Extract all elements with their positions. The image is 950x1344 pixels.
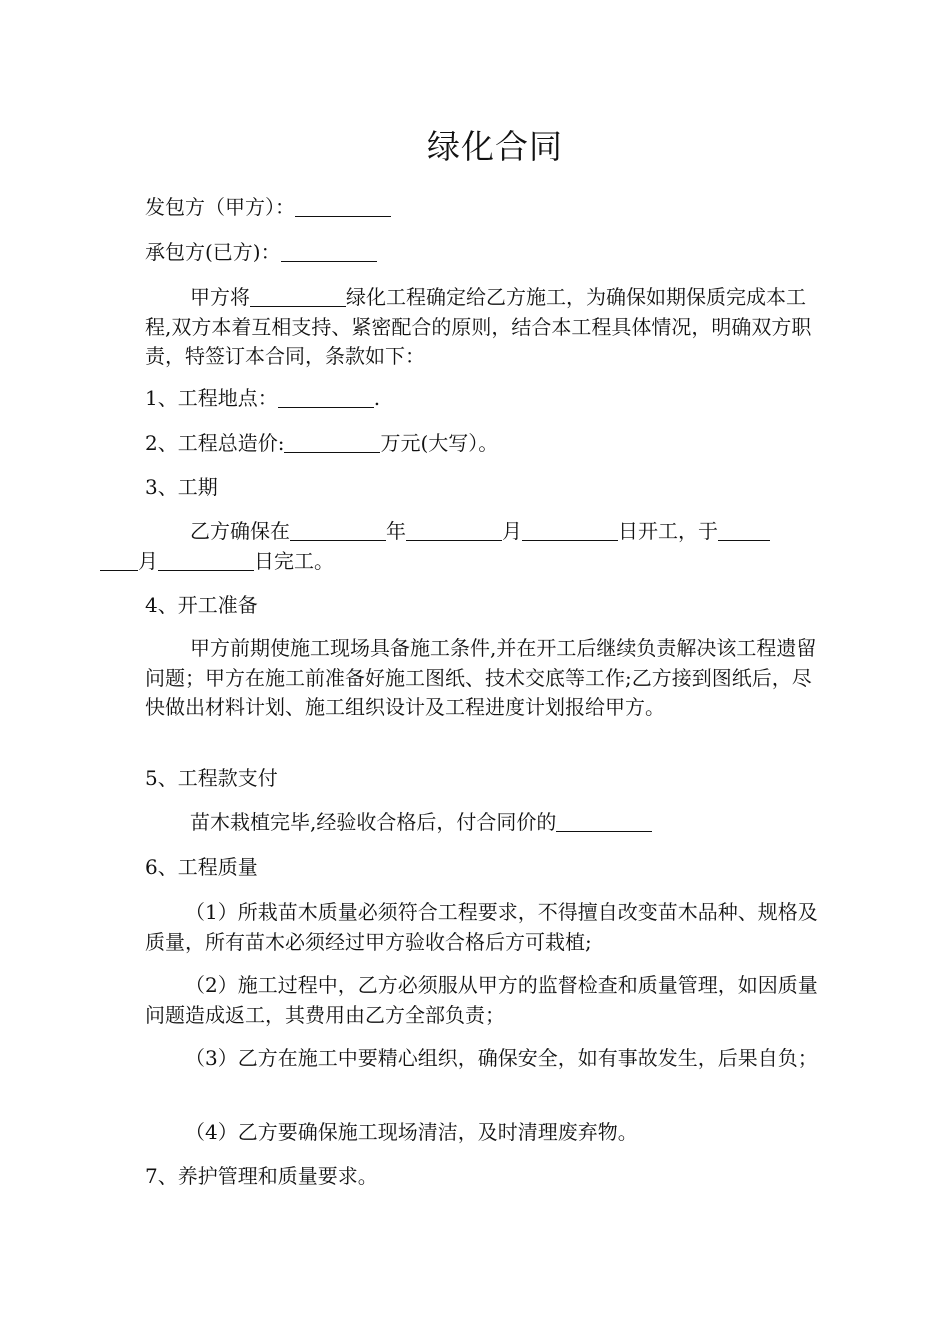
party-b-blank <box>281 241 377 262</box>
clause-7-heading: 7、养护管理和质量要求。 <box>145 1164 378 1188</box>
schedule-text-month2: 月 <box>138 548 158 573</box>
schedule-text-1: 乙方确保在 <box>190 519 290 543</box>
intro-text-start: 甲方将 <box>190 285 250 309</box>
clause-5-heading: 5、工程款支付 <box>145 766 278 790</box>
payment-text: 苗木栽植完毕,经验收合格后，付合同价的 <box>190 810 557 834</box>
project-name-blank <box>250 286 346 307</box>
clause-6-item-4: （4）乙方要确保施工现场清洁，及时清理废弃物。 <box>185 1120 638 1144</box>
clause-6-item-3: （3）乙方在施工中要精心组织，确保安全，如有事故发生，后果自负； <box>185 1046 818 1070</box>
total-price-blank <box>284 432 380 453</box>
clause-1 <box>145 384 825 414</box>
start-year-blank <box>290 520 386 541</box>
clause-2-tail: 万元(大写）。 <box>380 431 499 455</box>
clause-6-item-2: （2）施工过程中，乙方必须服从甲方的监督检查和质量管理，如因质量问题造成返工，其费用由乙方全部负责； <box>145 973 818 1027</box>
schedule-text-month: 月 <box>502 519 522 543</box>
payment-ratio-blank <box>556 811 652 832</box>
intro-paragraph <box>145 283 825 372</box>
party-a-label: 发包方（甲方）： <box>145 195 295 219</box>
document-title: 绿化合同 <box>427 127 563 166</box>
schedule-text-year: 年 <box>386 519 406 543</box>
clause-6-item-1: （1）所栽苗木质量必须符合工程要求，不得擅自改变苗木品种、规格及质量，所有苗木必须经过甲方验收合格后方可栽植; <box>145 900 818 954</box>
clause-5-body <box>145 808 825 838</box>
party-a-line <box>145 193 825 223</box>
schedule-text-day2: 日完工。 <box>254 548 334 573</box>
party-a-blank <box>295 196 391 217</box>
intro-text-rest: 绿化工程确定给乙方施工，为确保如期保质完成本工程,双方本着互相支持、紧密配合的原则，结合本工程具体情况，明确双方职责，特签订本合同，条款如下： <box>145 285 812 368</box>
clause-4-body: 甲方前期使施工现场具备施工条件,并在开工后继续负责解决该工程遗留问题；甲方在施工前准备好施工图纸、技术交底等工作;乙方接到图纸后，尽快做出材料计划、施工组织设计及工程进度计划报给甲方。 <box>145 636 817 719</box>
party-b-label: 承包方(已方)： <box>145 240 281 264</box>
end-day-blank <box>158 550 254 571</box>
clause-2-label: 2、工程总造价: <box>145 431 285 455</box>
clause-3-body <box>138 517 825 576</box>
clause-1-tail: . <box>373 386 381 410</box>
end-blank-part2 <box>100 550 138 571</box>
clause-4-heading: 4、开工准备 <box>145 593 258 617</box>
start-day-blank <box>522 520 618 541</box>
schedule-text-day: 日开工，于 <box>618 519 718 543</box>
clause-3-heading: 3、工期 <box>145 475 218 499</box>
start-month-blank <box>406 520 502 541</box>
clause-2 <box>145 429 825 459</box>
party-b-line <box>145 238 825 268</box>
clause-1-label: 1、工程地点： <box>145 386 278 410</box>
clause-6-heading: 6、工程质量 <box>145 855 258 879</box>
location-blank <box>278 387 374 408</box>
end-blank-part1 <box>718 520 770 541</box>
